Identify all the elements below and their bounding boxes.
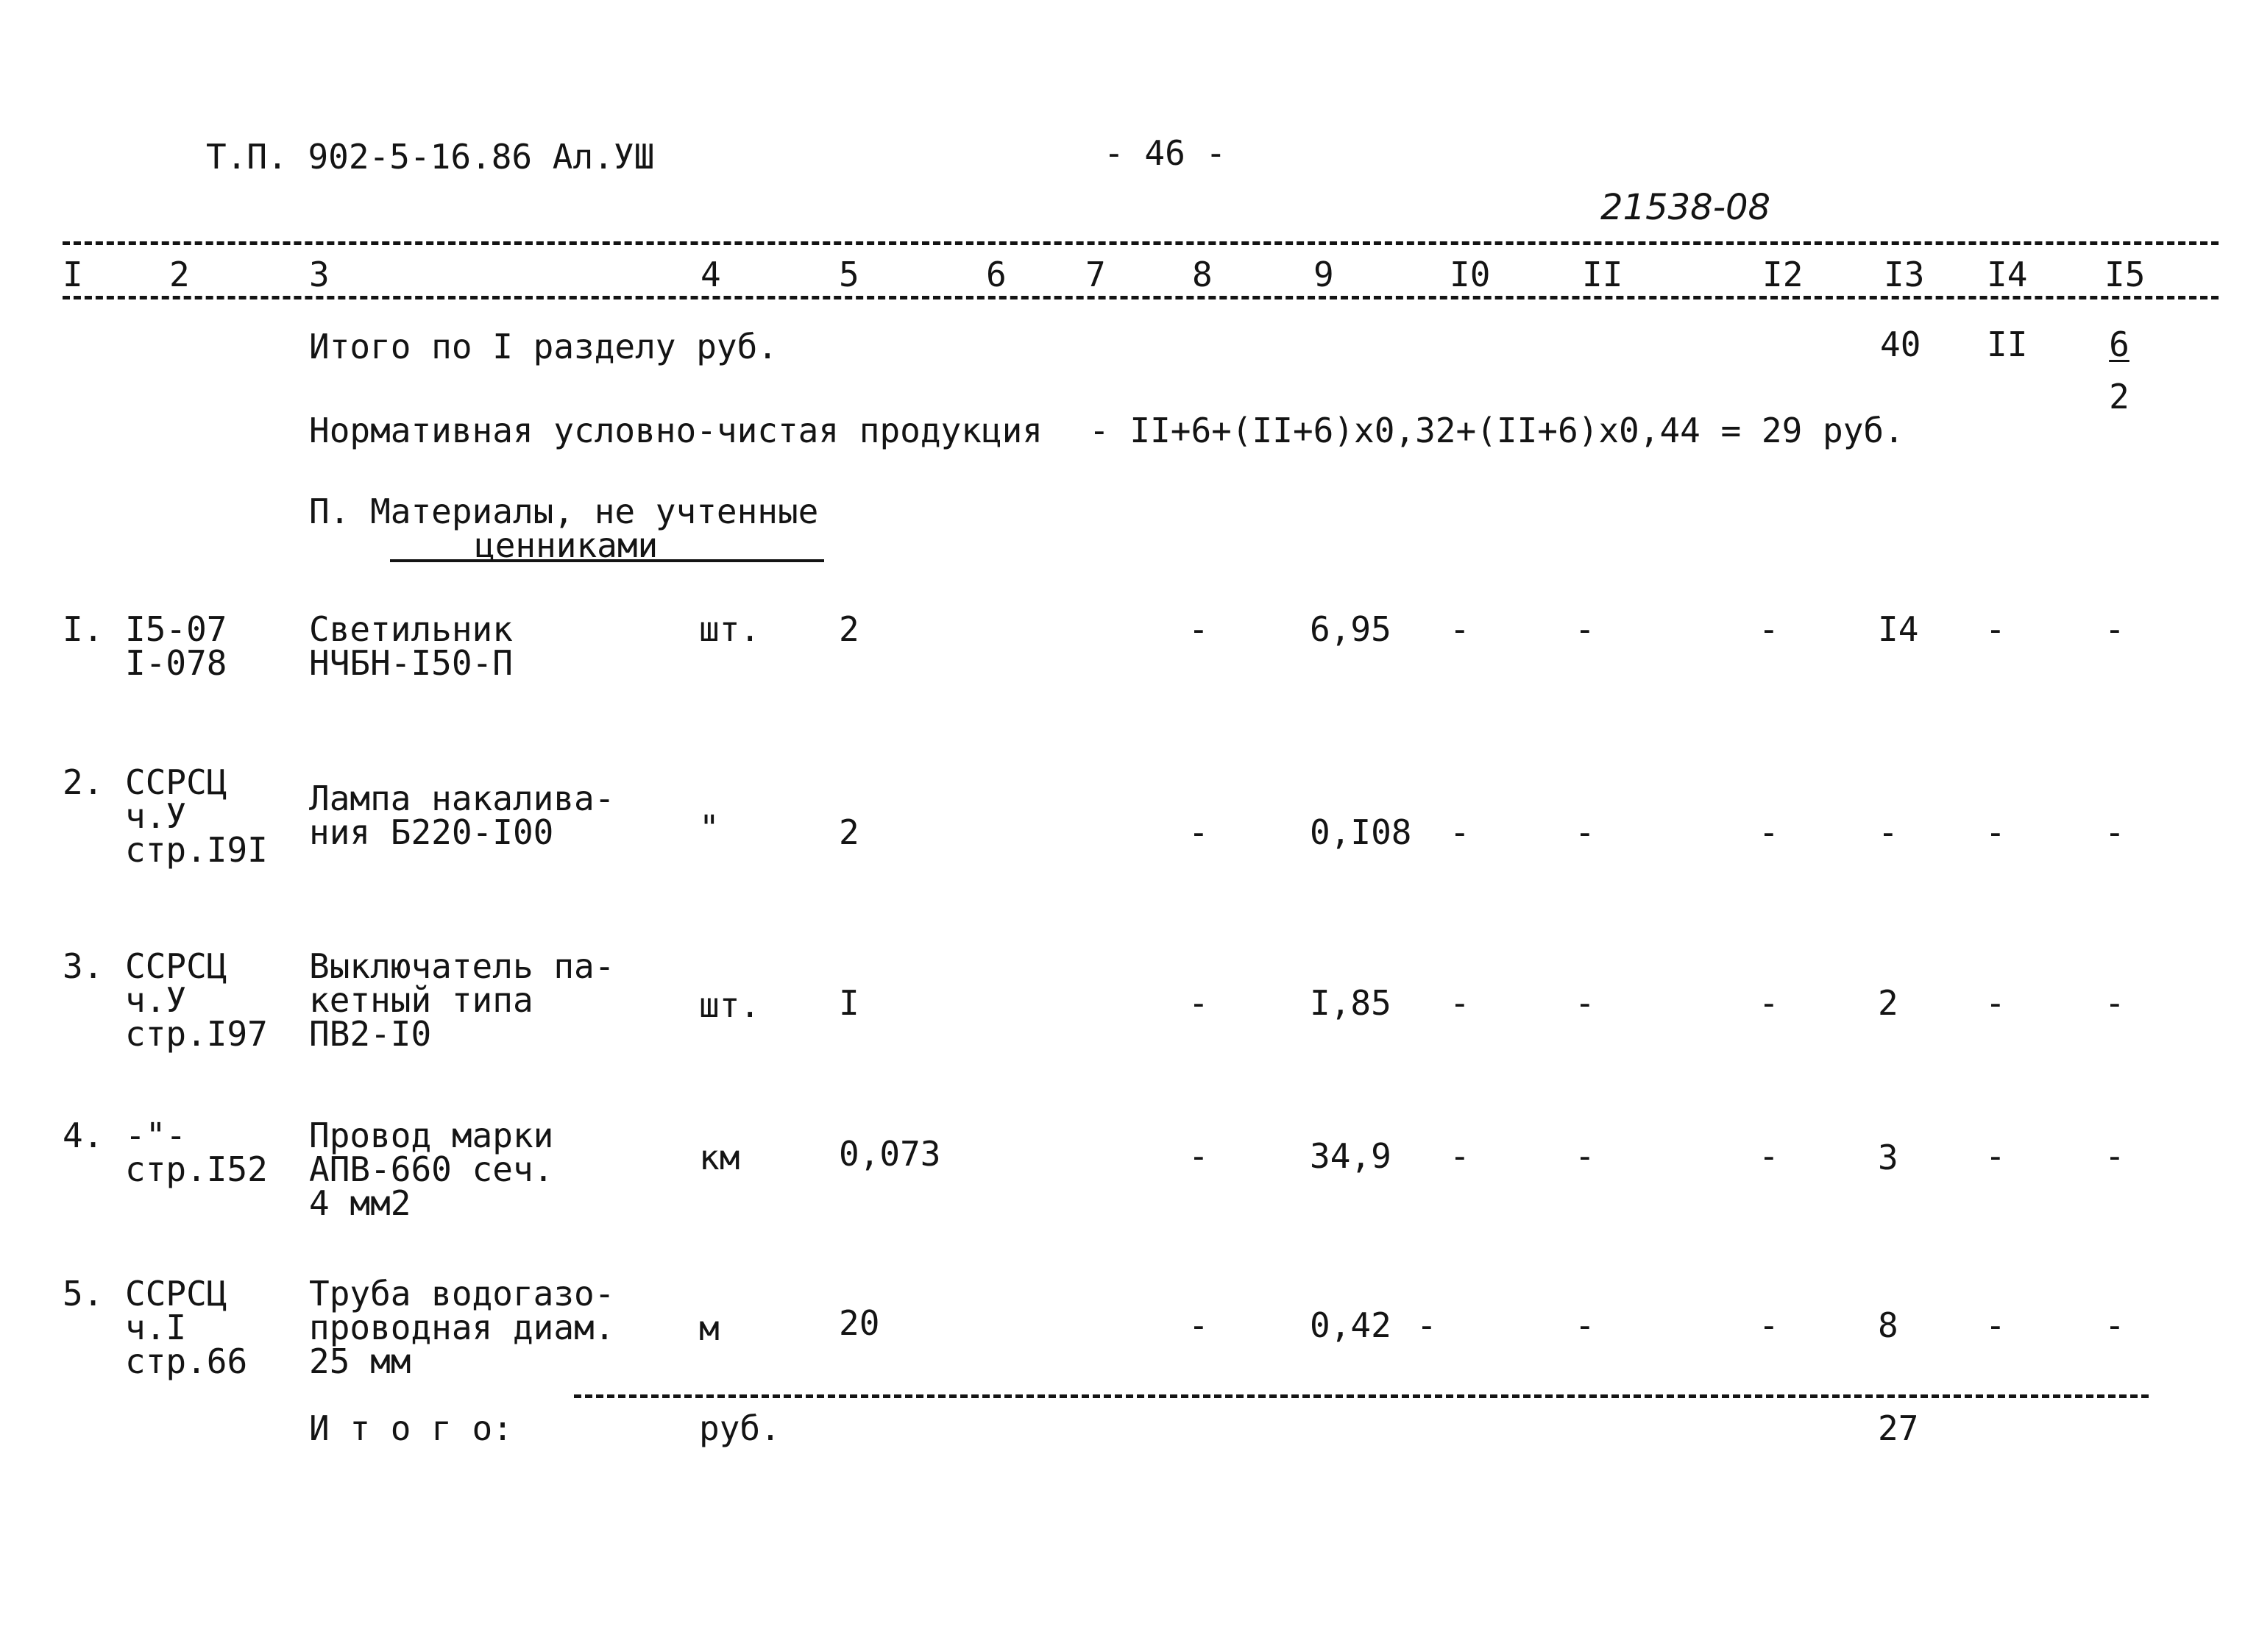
row-c14: - — [1985, 1136, 2006, 1176]
row-name: Провод марки — [309, 1116, 554, 1155]
column-header-4: 4 — [701, 255, 721, 294]
section1-total-label: Итого по I разделу руб. — [309, 327, 778, 366]
row-quantity: I — [839, 983, 859, 1023]
column-header-11: II — [1582, 255, 1623, 294]
grand-total-unit: руб. — [699, 1408, 781, 1448]
column-header-6: 6 — [986, 255, 1007, 294]
row-c13: 8 — [1878, 1305, 1898, 1345]
row-price: 34,9 — [1310, 1136, 1391, 1176]
row-name: ПВ2-I0 — [309, 1014, 432, 1054]
row-c14: - — [1985, 1305, 2006, 1345]
section1-total-c15-numerator: 6 — [2109, 325, 2129, 364]
row-quantity: 20 — [839, 1303, 880, 1343]
row-code: I5-07 — [125, 609, 227, 649]
row-quantity: 0,073 — [839, 1134, 941, 1174]
column-header-5: 5 — [839, 255, 859, 294]
section1-total-c14: II — [1987, 325, 2028, 364]
row-c10: - — [1450, 812, 1470, 852]
row-price: 0,I08 — [1310, 812, 1412, 852]
row-quantity: 2 — [839, 812, 859, 852]
row-code: стр.66 — [125, 1341, 248, 1381]
row-c11: - — [1575, 1305, 1595, 1345]
row-code: стр.I52 — [125, 1149, 268, 1189]
row-c15: - — [2104, 812, 2125, 852]
row-c10: - — [1450, 983, 1470, 1023]
row-code: стр.I97 — [125, 1014, 268, 1054]
row-code: -"- — [125, 1116, 187, 1155]
row-number: 3. — [63, 946, 104, 986]
row-c13: 3 — [1878, 1138, 1898, 1177]
row-c8: - — [1188, 1136, 1209, 1176]
row-name: АПВ-660 сеч. — [309, 1149, 554, 1189]
row-c11: - — [1575, 609, 1595, 649]
grand-total-c13: 27 — [1878, 1408, 1919, 1448]
row-code: ССРСЦ — [125, 946, 227, 986]
column-header-2: 2 — [169, 255, 190, 294]
normative-label: Нормативная условно-чистая продукция — [309, 411, 1043, 450]
row-name: Лампа накалива- — [309, 779, 615, 818]
row-number: 2. — [63, 762, 104, 802]
row-unit: км — [699, 1138, 740, 1177]
column-header-8: 8 — [1192, 255, 1213, 294]
row-c8: - — [1188, 1305, 1209, 1345]
row-c14: - — [1985, 609, 2006, 649]
page-number: - 46 - — [1104, 133, 1227, 173]
column-header-7: 7 — [1085, 255, 1106, 294]
row-c8: - — [1188, 983, 1209, 1023]
header-dashed-rule — [63, 296, 2219, 299]
doc-reference: Т.П. 902-5-16.86 Ал.УШ — [206, 137, 655, 177]
row-code: ССРСЦ — [125, 1274, 227, 1314]
section2-title-underline — [390, 559, 824, 562]
top-dashed-rule — [63, 241, 2219, 245]
row-c11: - — [1575, 1136, 1595, 1176]
row-c15: - — [2104, 609, 2125, 649]
column-header-15: I5 — [2104, 255, 2146, 294]
row-code: стр.I9I — [125, 830, 268, 870]
row-name: Светильник — [309, 609, 513, 649]
row-c12: - — [1759, 983, 1779, 1023]
row-code: I-078 — [125, 643, 227, 683]
row-c12: - — [1759, 812, 1779, 852]
row-number: I. — [63, 609, 104, 649]
column-header-10: I0 — [1450, 255, 1491, 294]
row-c12: - — [1759, 609, 1779, 649]
row-name: 25 мм — [309, 1341, 411, 1381]
row-c15: - — [2104, 1305, 2125, 1345]
row-c10: - — [1450, 1136, 1470, 1176]
row-c10: - — [1450, 609, 1470, 649]
row-name: проводная диам. — [309, 1308, 615, 1347]
row-c12: - — [1759, 1305, 1779, 1345]
row-c12: - — [1759, 1136, 1779, 1176]
row-name: Выключатель па- — [309, 946, 615, 986]
row-unit: шт. — [699, 609, 761, 649]
normative-formula: - II+6+(II+6)x0,32+(II+6)x0,44 = 29 руб. — [1089, 411, 1904, 450]
row-unit: шт. — [699, 985, 761, 1025]
total-dashed-rule — [574, 1394, 2149, 1398]
section1-total-c15-denominator: 2 — [2109, 377, 2129, 416]
row-code: ч.У — [125, 796, 187, 836]
row-name: НЧБН-I50-П — [309, 643, 513, 683]
inventory-number: 21538-08 — [1600, 187, 1771, 228]
row-c14: - — [1985, 812, 2006, 852]
row-unit: м — [699, 1308, 720, 1348]
column-header-14: I4 — [1987, 255, 2028, 294]
row-code: ч.I — [125, 1308, 187, 1347]
row-c13: - — [1878, 812, 1898, 852]
row-code: ССРСЦ — [125, 762, 227, 802]
row-price: 6,95 — [1310, 609, 1391, 649]
row-c13: I4 — [1878, 609, 1919, 649]
row-number: 4. — [63, 1116, 104, 1155]
row-c14: - — [1985, 983, 2006, 1023]
row-c8: - — [1188, 609, 1209, 649]
column-header-1: I — [63, 255, 83, 294]
row-code: ч.У — [125, 980, 187, 1020]
column-header-9: 9 — [1313, 255, 1334, 294]
grand-total-label: И т о г о: — [309, 1408, 513, 1448]
row-c10: - — [1416, 1305, 1437, 1345]
row-price: 0,42 — [1310, 1305, 1391, 1345]
column-header-13: I3 — [1884, 255, 1925, 294]
row-c13: 2 — [1878, 983, 1898, 1023]
row-name: Труба водогазо- — [309, 1274, 615, 1314]
row-c15: - — [2104, 1136, 2125, 1176]
row-name: кетный типа — [309, 980, 533, 1020]
row-quantity: 2 — [839, 609, 859, 649]
section1-total-c13: 40 — [1880, 325, 1921, 364]
column-header-12: I2 — [1762, 255, 1804, 294]
column-header-3: 3 — [309, 255, 330, 294]
section2-title-continued: ценниками — [475, 525, 659, 565]
row-c8: - — [1188, 812, 1209, 852]
row-price: I,85 — [1310, 983, 1391, 1023]
section2-title: П. Материалы, не учтенные — [309, 492, 819, 531]
row-c11: - — [1575, 983, 1595, 1023]
row-name: ния Б220-I00 — [309, 812, 554, 852]
row-unit: " — [699, 808, 720, 848]
row-number: 5. — [63, 1274, 104, 1314]
row-c15: - — [2104, 983, 2125, 1023]
row-name: 4 мм2 — [309, 1183, 411, 1223]
row-c11: - — [1575, 812, 1595, 852]
